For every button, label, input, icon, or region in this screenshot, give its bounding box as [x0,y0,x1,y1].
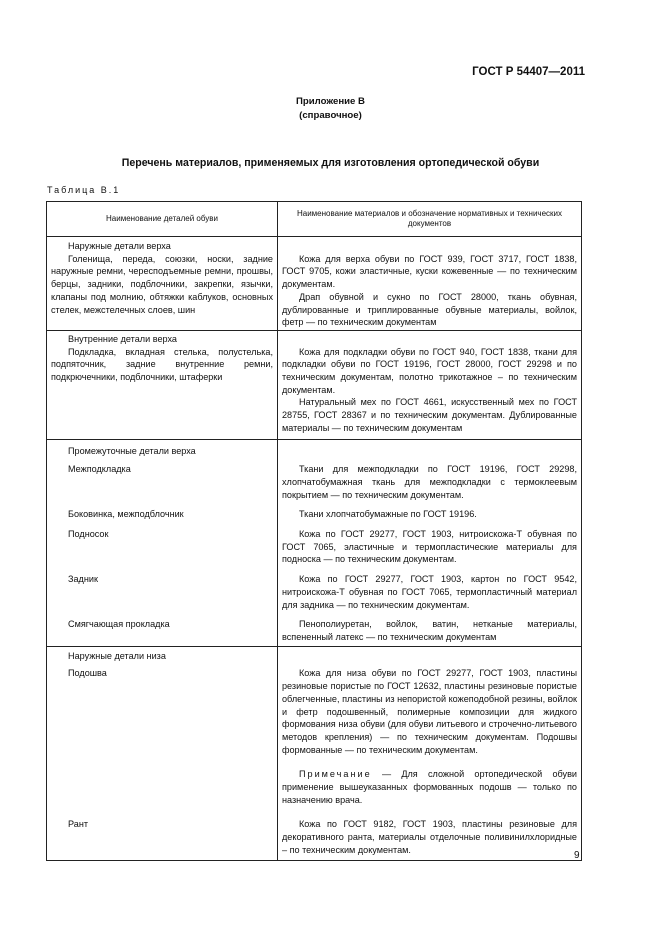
appendix-title-block [0,95,661,123]
table-row [47,439,582,463]
table-row [47,818,582,860]
table-row [47,346,582,439]
materials-inner-upper-1: Кожа для подкладки обуви по ГОСТ 940, ГОСТ 1838, ткани для подкладки обуви по ГОСТ 19196, ГОСТ 28000, ГОСТ 29298 и по техническим документам, полотно трикотажное – по техническим документам. [282,346,577,395]
part-cushion: Смягчающая прокладка [47,618,278,646]
materials-table [46,201,582,861]
table-row [47,646,582,667]
table-row [47,237,582,253]
table-row [47,508,582,528]
table-row [47,667,582,818]
group-title-outer-bottom: Наружные детали низа [47,646,278,667]
part-interlining: Межподкладка [47,463,278,508]
table-row [47,618,582,646]
note-label: Примечание [299,769,372,780]
table-row [47,573,582,618]
materials-interlining: Ткани для межподкладки по ГОСТ 19196, ГОСТ 29298, хлопчатобумажная ткань для межподкладки с термоклеевым покрытием — по техническим документам. [278,463,582,508]
parts-outer-upper: Голенища, переда, союзки, носки, задние наружные ремни, чересподъемные ремни, прошвы, берцы, задники, подблочники, закрепки, язычки, клапаны под молнию, обтяжки каблуков, основных стелек, межстелечных слоев, шин [47,253,278,331]
table-row [47,463,582,508]
header-parts: Наименование деталей обуви [47,202,278,237]
appendix-subtitle: (справочное) [299,110,362,121]
materials-welt: Кожа по ГОСТ 9182, ГОСТ 1903, пластины резиновые для декоративного ранта, материалы отделочные поливинилхлоридные – по техническим документам. [278,818,582,860]
materials-heel-counter: Кожа по ГОСТ 29277, ГОСТ 1903, картон по ГОСТ 9542, нитроискожа-Т обувная по ГОСТ 7065, термопластичный материал для задника — по техническим документам. [278,573,582,618]
materials-outer-upper-2: Драп обувной и сукно по ГОСТ 28000, ткань обувная, дублированные и триплированные обувные материалы, войлок, фетр — по техническим документам [282,291,577,328]
group-title-middle-upper: Промежуточные детали верха [47,439,278,463]
table-row [47,253,582,331]
part-welt: Рант [47,818,278,860]
part-heel-counter: Задник [47,573,278,618]
materials-outer-upper-1: Кожа для верха обуви по ГОСТ 939, ГОСТ 3717, ГОСТ 1838, ГОСТ 9705, кожи эластичные, куски кожевенные — по техническим документам. [282,253,577,290]
materials-sole: Кожа для низа обуви по ГОСТ 29277, ГОСТ 1903, пластины резиновые пористые по ГОСТ 12632, пластины резиновые пористые облегченные, пластины из непористой кожеподобной резины, войлок и фетр подошвенный, полимерные композиции для жидкого формования низа обуви (для обуви литьевого и строчечно-литьевого методов крепления) — по техническим документам. Подошвы формованные — по техническим документам. [282,668,577,755]
table-row [47,528,582,573]
page-number: 9 [574,850,580,861]
materials-side-piece: Ткани хлопчатобумажные по ГОСТ 19196. [278,508,582,528]
parts-inner-upper: Подкладка, вкладная стелька, полустелька, подпяточник, задние внутренние ремни, подкрючечники, подблочники, штаферки [47,346,278,439]
note-text: — Для сложной ортопедической обуви применение вышеуказанных формованных подошв — только по назначению врача. [282,769,578,805]
note [282,768,577,806]
header-materials: Наименование материалов и обозначение нормативных и технических документов [278,202,582,237]
table-label: Таблица В.1 [47,185,121,195]
part-side-piece: Боковинка, межподблочник [47,508,278,528]
table-header-row [47,202,582,237]
section-heading: Перечень материалов, применяемых для изготовления ортопедической обуви [121,157,540,169]
part-toe-puff: Подносок [47,528,278,573]
group-title-inner-upper: Внутренние детали верха [47,330,278,345]
part-sole: Подошва [47,667,278,818]
standard-number: ГОСТ Р 54407—2011 [472,66,585,78]
group-title-outer-upper: Наружные детали верха [47,237,278,253]
materials-inner-upper-2: Натуральный мех по ГОСТ 4661, искусственный мех по ГОСТ 28755, ГОСТ 28367 и по техническим документам. Дублированные материалы — по техническим документам [282,397,577,433]
appendix-title: Приложение В [296,96,365,107]
materials-cushion: Пенополиуретан, войлок, ватин, нетканые материалы, вспененный латекс — по техническим документам [278,618,582,646]
materials-toe-puff: Кожа по ГОСТ 29277, ГОСТ 1903, нитроискожа-Т обувная по ГОСТ 7065, эластичные и термопластические материалы для подноска — по техническим документам. [278,528,582,573]
table-row [47,330,582,345]
